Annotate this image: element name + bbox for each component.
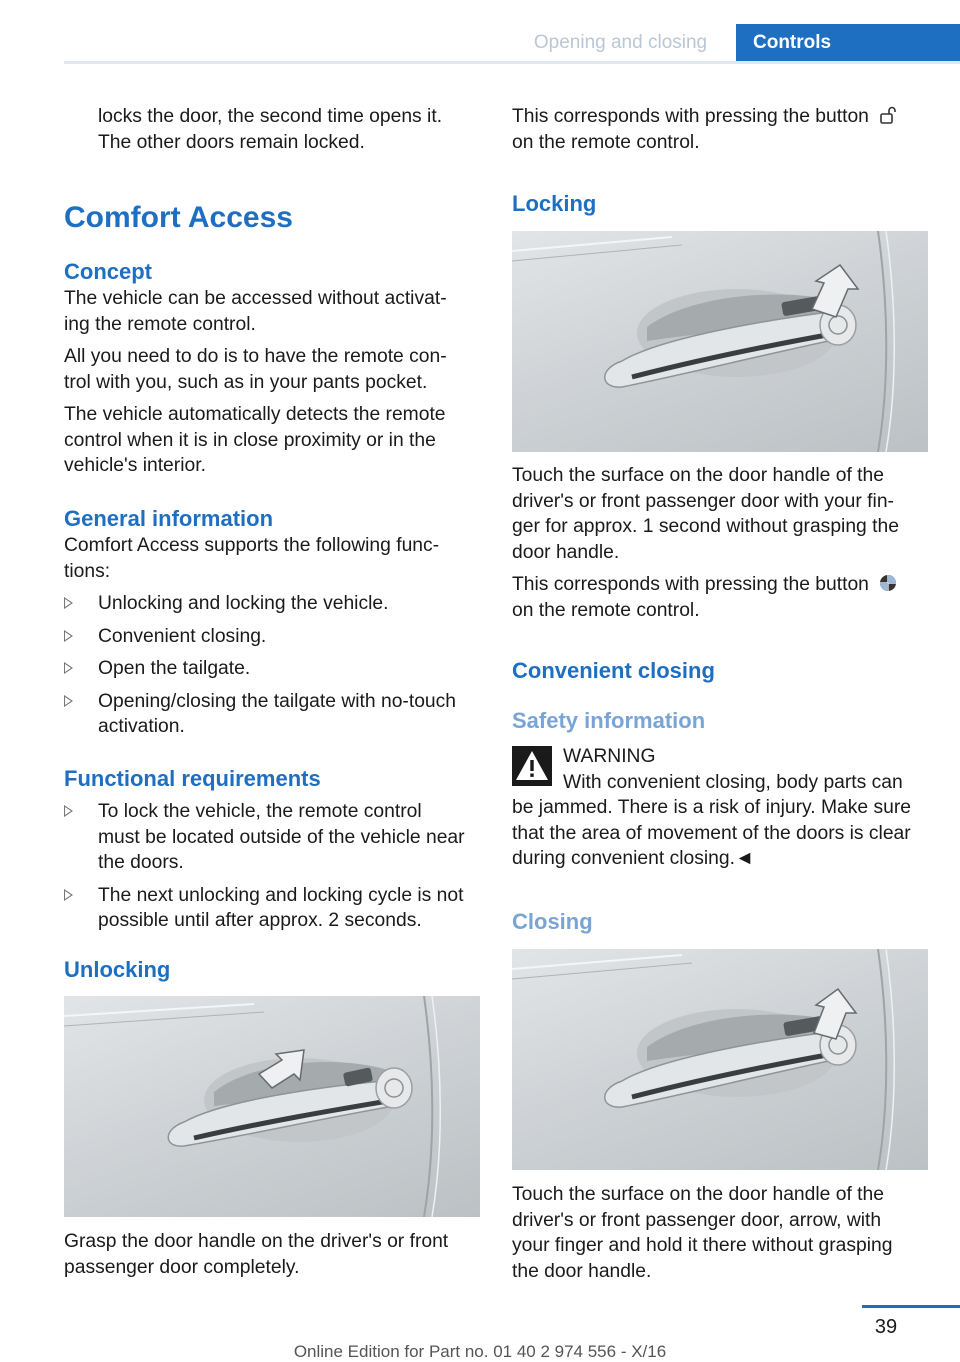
- text-line: Open the tailgate.: [98, 658, 251, 679]
- closing-heading: Closing: [512, 909, 593, 934]
- right-intro: [512, 104, 930, 155]
- header-section-tab: Opening and closing: [533, 32, 708, 53]
- warning-block: [512, 744, 932, 872]
- pointer-arrow-icon: [812, 265, 858, 317]
- text-line: control when it is in close proximity or in the: [64, 429, 436, 451]
- text-line: your finger and hold it there without grasping: [512, 1235, 893, 1256]
- text-line: Comfort Access supports the following func-: [64, 535, 440, 556]
- text-line: vehicle's interior.: [64, 455, 206, 476]
- list-item: [64, 656, 482, 682]
- triangle-bullet-icon: [64, 597, 73, 609]
- text-line: trol with you, such as in your pants pocket.: [64, 371, 428, 393]
- header-chapter-tab: Controls: [736, 24, 960, 62]
- text-line: Unlocking and locking the vehicle.: [98, 593, 389, 614]
- text-line: ger for approx. 1 second without grasping the: [512, 516, 899, 537]
- text-line: Opening/closing the tailgate with no-touch: [98, 690, 457, 712]
- text-line: door handle.: [512, 541, 620, 563]
- footer-rule: [862, 1305, 960, 1308]
- text-line: With convenient closing, body parts can: [563, 771, 903, 793]
- convenient-closing-heading: Convenient closing: [512, 658, 715, 683]
- text-line: be jammed. There is a risk of injury. Make sure: [512, 797, 911, 818]
- text-line: The vehicle can be accessed without activat-: [64, 288, 447, 309]
- text-line: Touch the surface on the door handle of the: [512, 1184, 884, 1205]
- page-number: 39: [874, 1316, 898, 1338]
- door-handle-illustration: [64, 996, 480, 1217]
- list-item: [64, 624, 482, 650]
- list-item: [64, 591, 482, 617]
- triangle-bullet-icon: [64, 662, 73, 674]
- text-line: ing the remote control.: [64, 313, 256, 335]
- page-title: Comfort Access: [64, 201, 293, 234]
- text-line: during convenient closing.◄: [512, 848, 755, 869]
- functional-section: [64, 765, 482, 934]
- text-line: The next unlocking and locking cycle is not: [98, 884, 464, 906]
- safety-information-heading: Safety information: [512, 708, 706, 733]
- general-section: [64, 505, 482, 740]
- text-line: Touch the surface on the door handle of the: [512, 465, 884, 486]
- left-intro: [98, 104, 488, 155]
- text-line: passenger door completely.: [64, 1256, 300, 1278]
- text-line: Convenient closing.: [98, 625, 267, 647]
- unlocking-photo: [64, 996, 480, 1217]
- text-line: The vehicle automatically detects the remote: [64, 404, 446, 425]
- text-line: on the remote control.: [512, 131, 700, 153]
- locking-text: [512, 463, 930, 623]
- text-line: must be located outside of the vehicle near: [98, 826, 465, 848]
- general-heading: General information: [64, 506, 274, 531]
- text-line: that the area of movement of the doors is clear: [512, 822, 911, 844]
- text-line: possible until after approx. 2 seconds.: [98, 910, 422, 931]
- text-line: locks the door, the second time opens it.: [98, 106, 443, 127]
- text-line: on the remote control.: [512, 599, 700, 621]
- text-line: To lock the vehicle, the remote control: [98, 801, 422, 822]
- closing-photo: [512, 949, 928, 1170]
- door-handle-illustration: [512, 231, 928, 452]
- text-line: driver's or front passenger door, arrow, with: [512, 1209, 882, 1231]
- locking-heading: Locking: [512, 191, 597, 216]
- unlocking-heading: Unlocking: [64, 957, 171, 982]
- list-item: [64, 689, 482, 740]
- unlocking-caption: [64, 1229, 482, 1280]
- lock-icon: [878, 573, 898, 593]
- concept-section: [64, 258, 482, 479]
- unlock-icon: [878, 105, 898, 125]
- edition-footer: Online Edition for Part no. 01 40 2 974 556 - X/16: [293, 1342, 667, 1361]
- text-line: Grasp the door handle on the driver's or front: [64, 1231, 449, 1252]
- text-line: All you need to do is to have the remote con-: [64, 346, 447, 367]
- functional-heading: Functional requirements: [64, 766, 321, 791]
- triangle-bullet-icon: [64, 805, 73, 817]
- triangle-bullet-icon: [64, 695, 73, 707]
- list-item: [64, 883, 482, 934]
- list-item: [64, 799, 482, 876]
- text-line: tions:: [64, 560, 111, 582]
- text-line: activation.: [98, 716, 185, 737]
- text-line: This corresponds with pressing the button: [512, 574, 869, 595]
- text-line: the door handle.: [512, 1260, 652, 1282]
- closing-caption: [512, 1182, 930, 1284]
- text-line: The other doors remain locked.: [98, 131, 365, 153]
- header-rule: [64, 61, 960, 64]
- triangle-bullet-icon: [64, 889, 73, 901]
- warning-label: WARNING: [563, 746, 656, 767]
- triangle-bullet-icon: [64, 630, 73, 642]
- locking-photo: [512, 231, 928, 452]
- concept-heading: Concept: [64, 259, 152, 284]
- text-line: the doors.: [98, 852, 184, 873]
- text-line: driver's or front passenger door with your fin-: [512, 490, 894, 512]
- text-line: This corresponds with pressing the button: [512, 106, 869, 127]
- door-handle-illustration: [512, 949, 928, 1170]
